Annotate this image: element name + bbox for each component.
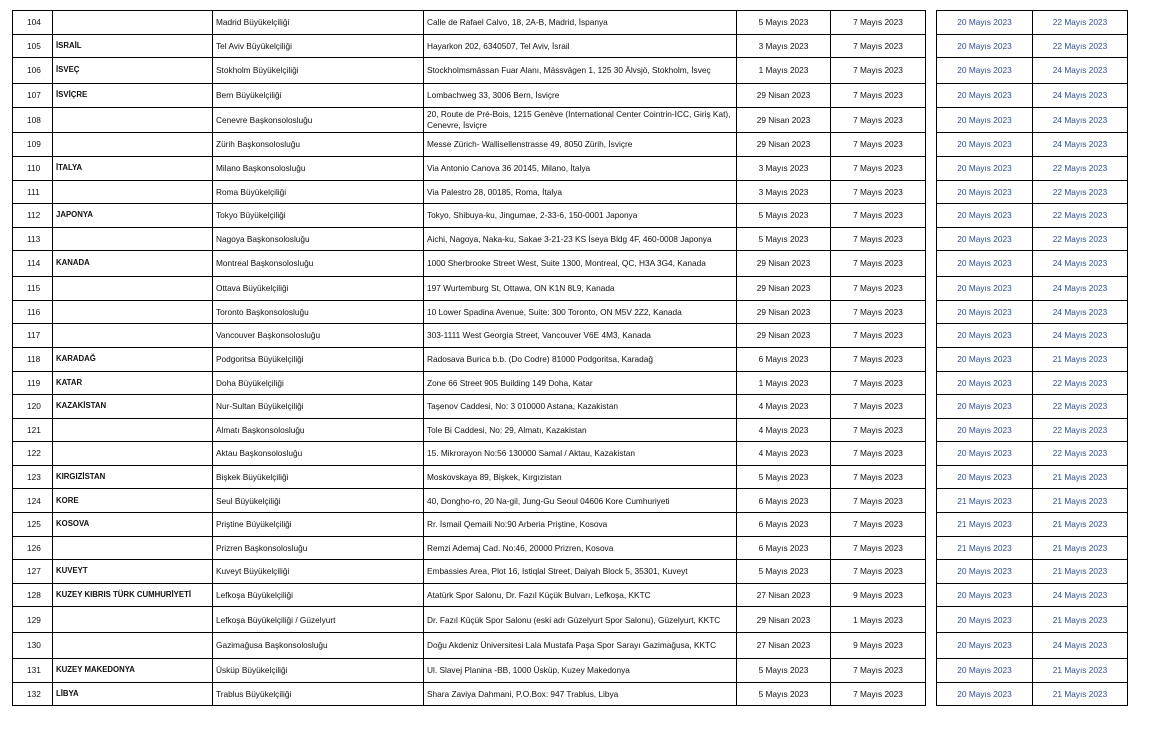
table-row <box>13 324 1128 348</box>
spacer-cell <box>926 659 937 683</box>
spacer-cell <box>926 560 937 584</box>
address-cell: Remzi Ademaj Cad. No:46, 20000 Prizren, Kosova <box>424 536 737 560</box>
address-cell: 303-1111 West Georgia Street, Vancouver V6E 4M3, Kanada <box>424 324 737 348</box>
address-cell: Dr. Fazıl Küçük Spor Salonu (eski adı Güzelyurt Spor Salonu), Güzelyurt, KKTC <box>424 607 737 633</box>
country-name-cell: KUZEY MAKEDONYA <box>53 659 213 683</box>
table-row <box>13 418 1128 442</box>
address-cell: Radosava Burica b.b. (Do Codre) 81000 Podgoritsa, Karadağ <box>424 347 737 371</box>
row-number-cell: 123 <box>13 465 53 489</box>
election-date-start-cell: 21 Mayıs 2023 <box>937 536 1033 560</box>
election-date-end-cell: 24 Mayıs 2023 <box>1033 324 1128 348</box>
table-row <box>13 465 1128 489</box>
row-number-cell: 115 <box>13 277 53 301</box>
row-number-cell: 132 <box>13 682 53 706</box>
mission-name-cell: Gazimağusa Başkonsolosluğu <box>213 633 424 659</box>
election-date-start-cell: 20 Mayıs 2023 <box>937 156 1033 180</box>
election-date-start-cell: 20 Mayıs 2023 <box>937 682 1033 706</box>
table-row <box>13 395 1128 419</box>
table-row <box>13 513 1128 537</box>
spacer-cell <box>926 583 937 607</box>
table-row <box>13 659 1128 683</box>
mission-name-cell: Aktau Başkonsolosluğu <box>213 442 424 466</box>
spacer-cell <box>926 83 937 107</box>
election-date-end-cell: 22 Mayıs 2023 <box>1033 227 1128 251</box>
country-name-cell <box>53 180 213 204</box>
table-row <box>13 107 1128 133</box>
mission-name-cell: Montreal Başkonsolosluğu <box>213 251 424 277</box>
consulate-schedule-table-wrapper <box>12 10 1128 706</box>
spacer-cell <box>926 300 937 324</box>
table-row <box>13 607 1128 633</box>
mission-name-cell: Ottava Büyükelçiliği <box>213 277 424 301</box>
election-date-start-cell: 20 Mayıs 2023 <box>937 204 1033 228</box>
spacer-cell <box>926 371 937 395</box>
election-date-start-cell: 20 Mayıs 2023 <box>937 107 1033 133</box>
election-date-start-cell: 20 Mayıs 2023 <box>937 227 1033 251</box>
start-date-cell: 27 Nisan 2023 <box>737 633 831 659</box>
address-cell: Hayarkon 202, 6340507, Tel Aviv, İsrail <box>424 34 737 58</box>
spacer-cell <box>926 682 937 706</box>
row-number-cell: 131 <box>13 659 53 683</box>
country-name-cell <box>53 107 213 133</box>
row-number-cell: 113 <box>13 227 53 251</box>
spacer-cell <box>926 227 937 251</box>
row-number-cell: 114 <box>13 251 53 277</box>
spacer-cell <box>926 489 937 513</box>
row-number-cell: 109 <box>13 133 53 157</box>
election-date-start-cell: 20 Mayıs 2023 <box>937 180 1033 204</box>
mission-name-cell: Doha Büyükelçiliği <box>213 371 424 395</box>
mission-name-cell: Almatı Başkonsolosluğu <box>213 418 424 442</box>
address-cell: 1000 Sherbrooke Street West, Suite 1300, Montreal, QC, H3A 3G4, Kanada <box>424 251 737 277</box>
start-date-cell: 5 Mayıs 2023 <box>737 682 831 706</box>
row-number-cell: 129 <box>13 607 53 633</box>
start-date-cell: 5 Mayıs 2023 <box>737 560 831 584</box>
row-number-cell: 119 <box>13 371 53 395</box>
end-date-cell: 7 Mayıs 2023 <box>831 324 926 348</box>
row-number-cell: 122 <box>13 442 53 466</box>
mission-name-cell: Lefkoşa Büyükelçiliği <box>213 583 424 607</box>
election-date-start-cell: 20 Mayıs 2023 <box>937 58 1033 84</box>
row-number-cell: 128 <box>13 583 53 607</box>
country-name-cell: JAPONYA <box>53 204 213 228</box>
spacer-cell <box>926 180 937 204</box>
spacer-cell <box>926 607 937 633</box>
election-date-start-cell: 21 Mayıs 2023 <box>937 513 1033 537</box>
start-date-cell: 29 Nisan 2023 <box>737 133 831 157</box>
row-number-cell: 116 <box>13 300 53 324</box>
start-date-cell: 29 Nisan 2023 <box>737 107 831 133</box>
country-name-cell: KANADA <box>53 251 213 277</box>
mission-name-cell: Podgoritsa Büyükelçiliği <box>213 347 424 371</box>
start-date-cell: 5 Mayıs 2023 <box>737 659 831 683</box>
table-row <box>13 133 1128 157</box>
mission-name-cell: Nur-Sultan Büyükelçiliği <box>213 395 424 419</box>
country-name-cell <box>53 607 213 633</box>
spacer-cell <box>926 442 937 466</box>
end-date-cell: 7 Mayıs 2023 <box>831 83 926 107</box>
election-date-end-cell: 22 Mayıs 2023 <box>1033 395 1128 419</box>
row-number-cell: 107 <box>13 83 53 107</box>
election-date-end-cell: 21 Mayıs 2023 <box>1033 659 1128 683</box>
consulate-schedule-table <box>12 10 1128 706</box>
election-date-start-cell: 20 Mayıs 2023 <box>937 324 1033 348</box>
end-date-cell: 7 Mayıs 2023 <box>831 418 926 442</box>
mission-name-cell: Cenevre Başkonsolosluğu <box>213 107 424 133</box>
country-name-cell: KATAR <box>53 371 213 395</box>
address-cell: Stockholmsmässan Fuar Alanı, Mässvägen 1, 125 30 Älvsjö, Stokholm, İsveç <box>424 58 737 84</box>
table-row <box>13 227 1128 251</box>
start-date-cell: 4 Mayıs 2023 <box>737 395 831 419</box>
spacer-cell <box>926 133 937 157</box>
country-name-cell <box>53 324 213 348</box>
election-date-end-cell: 24 Mayıs 2023 <box>1033 583 1128 607</box>
end-date-cell: 7 Mayıs 2023 <box>831 682 926 706</box>
mission-name-cell: Prizren Başkonsolosluğu <box>213 536 424 560</box>
country-name-cell <box>53 133 213 157</box>
country-name-cell <box>53 633 213 659</box>
country-name-cell: KORE <box>53 489 213 513</box>
table-row <box>13 300 1128 324</box>
election-date-start-cell: 20 Mayıs 2023 <box>937 633 1033 659</box>
end-date-cell: 7 Mayıs 2023 <box>831 659 926 683</box>
mission-name-cell: Zürih Başkonsolosluğu <box>213 133 424 157</box>
country-name-cell: KIRGIZİSTAN <box>53 465 213 489</box>
start-date-cell: 1 Mayıs 2023 <box>737 371 831 395</box>
mission-name-cell: Stokholm Büyükelçiliği <box>213 58 424 84</box>
address-cell: 20, Route de Pré-Bois, 1215 Genève (International Center Cointrin-ICC, Giriş Kat), Cenevre, İsviçre <box>424 107 737 133</box>
election-date-end-cell: 24 Mayıs 2023 <box>1033 633 1128 659</box>
country-name-cell <box>53 418 213 442</box>
spacer-cell <box>926 513 937 537</box>
start-date-cell: 29 Nisan 2023 <box>737 607 831 633</box>
election-date-start-cell: 20 Mayıs 2023 <box>937 11 1033 35</box>
end-date-cell: 7 Mayıs 2023 <box>831 300 926 324</box>
election-date-end-cell: 24 Mayıs 2023 <box>1033 133 1128 157</box>
table-row <box>13 277 1128 301</box>
country-name-cell <box>53 300 213 324</box>
row-number-cell: 106 <box>13 58 53 84</box>
table-row <box>13 560 1128 584</box>
row-number-cell: 105 <box>13 34 53 58</box>
election-date-end-cell: 24 Mayıs 2023 <box>1033 83 1128 107</box>
spacer-cell <box>926 536 937 560</box>
address-cell: Aichi, Nagoya, Naka-ku, Sakae 3-21-23 KS İseya Bldg 4F, 460-0008 Japonya <box>424 227 737 251</box>
address-cell: Embassies Area, Plot 16, Istiqlal Street, Daiyah Block 5, 35301, Kuveyt <box>424 560 737 584</box>
mission-name-cell: Tokyo Büyükelçiliği <box>213 204 424 228</box>
table-row <box>13 156 1128 180</box>
mission-name-cell: Üsküp Büyükelçiliği <box>213 659 424 683</box>
country-name-cell <box>53 227 213 251</box>
country-name-cell: KAZAKİSTAN <box>53 395 213 419</box>
election-date-end-cell: 22 Mayıs 2023 <box>1033 204 1128 228</box>
table-row <box>13 34 1128 58</box>
address-cell: Doğu Akdeniz Üniversitesi Lala Mustafa Paşa Spor Sarayı Gazimağusa, KKTC <box>424 633 737 659</box>
start-date-cell: 29 Nisan 2023 <box>737 277 831 301</box>
spacer-cell <box>926 251 937 277</box>
end-date-cell: 7 Mayıs 2023 <box>831 371 926 395</box>
row-number-cell: 117 <box>13 324 53 348</box>
country-name-cell: LİBYA <box>53 682 213 706</box>
mission-name-cell: Priştine Büyükelçiliği <box>213 513 424 537</box>
mission-name-cell: Kuveyt Büyükelçiliği <box>213 560 424 584</box>
election-date-end-cell: 22 Mayıs 2023 <box>1033 418 1128 442</box>
address-cell: Shara Zaviya Dahmani, P.O.Box: 947 Trablus, Libya <box>424 682 737 706</box>
start-date-cell: 4 Mayıs 2023 <box>737 418 831 442</box>
address-cell: Zone 66 Street 905 Building 149 Doha, Katar <box>424 371 737 395</box>
start-date-cell: 3 Mayıs 2023 <box>737 34 831 58</box>
table-row <box>13 204 1128 228</box>
start-date-cell: 5 Mayıs 2023 <box>737 204 831 228</box>
election-date-start-cell: 21 Mayıs 2023 <box>937 489 1033 513</box>
table-row <box>13 536 1128 560</box>
election-date-start-cell: 20 Mayıs 2023 <box>937 418 1033 442</box>
end-date-cell: 7 Mayıs 2023 <box>831 58 926 84</box>
election-date-end-cell: 22 Mayıs 2023 <box>1033 371 1128 395</box>
start-date-cell: 6 Mayıs 2023 <box>737 536 831 560</box>
end-date-cell: 7 Mayıs 2023 <box>831 536 926 560</box>
table-row <box>13 489 1128 513</box>
row-number-cell: 124 <box>13 489 53 513</box>
start-date-cell: 6 Mayıs 2023 <box>737 347 831 371</box>
start-date-cell: 27 Nisan 2023 <box>737 583 831 607</box>
start-date-cell: 3 Mayıs 2023 <box>737 180 831 204</box>
election-date-start-cell: 20 Mayıs 2023 <box>937 560 1033 584</box>
start-date-cell: 1 Mayıs 2023 <box>737 58 831 84</box>
mission-name-cell: Roma Büyükelçiliği <box>213 180 424 204</box>
start-date-cell: 29 Nisan 2023 <box>737 251 831 277</box>
table-row <box>13 682 1128 706</box>
election-date-start-cell: 20 Mayıs 2023 <box>937 395 1033 419</box>
mission-name-cell: Lefkoşa Büyükelçiliği / Güzelyurt <box>213 607 424 633</box>
table-row <box>13 251 1128 277</box>
election-date-end-cell: 24 Mayıs 2023 <box>1033 251 1128 277</box>
end-date-cell: 7 Mayıs 2023 <box>831 107 926 133</box>
table-row <box>13 83 1128 107</box>
spacer-cell <box>926 418 937 442</box>
row-number-cell: 126 <box>13 536 53 560</box>
election-date-end-cell: 21 Mayıs 2023 <box>1033 513 1128 537</box>
end-date-cell: 7 Mayıs 2023 <box>831 11 926 35</box>
election-date-start-cell: 20 Mayıs 2023 <box>937 659 1033 683</box>
address-cell: Rr. İsmail Qemaili No:90 Arberia Priştine, Kosova <box>424 513 737 537</box>
table-row <box>13 180 1128 204</box>
election-date-start-cell: 20 Mayıs 2023 <box>937 277 1033 301</box>
election-date-start-cell: 20 Mayıs 2023 <box>937 347 1033 371</box>
election-date-end-cell: 21 Mayıs 2023 <box>1033 536 1128 560</box>
spacer-cell <box>926 395 937 419</box>
mission-name-cell: Milano Başkonsolosluğu <box>213 156 424 180</box>
end-date-cell: 7 Mayıs 2023 <box>831 180 926 204</box>
table-row <box>13 58 1128 84</box>
end-date-cell: 7 Mayıs 2023 <box>831 204 926 228</box>
address-cell: Atatürk Spor Salonu, Dr. Fazıl Küçük Bulvarı, Lefkoşa, KKTC <box>424 583 737 607</box>
spacer-cell <box>926 107 937 133</box>
start-date-cell: 5 Mayıs 2023 <box>737 227 831 251</box>
election-date-end-cell: 22 Mayıs 2023 <box>1033 180 1128 204</box>
address-cell: Via Palestro 28, 00185, Roma, İtalya <box>424 180 737 204</box>
country-name-cell: KARADAĞ <box>53 347 213 371</box>
row-number-cell: 112 <box>13 204 53 228</box>
spacer-cell <box>926 204 937 228</box>
row-number-cell: 104 <box>13 11 53 35</box>
election-date-end-cell: 21 Mayıs 2023 <box>1033 560 1128 584</box>
mission-name-cell: Seul Büyükelçiliği <box>213 489 424 513</box>
address-cell: 15. Mikrorayon No:56 130000 Samal / Aktau, Kazakistan <box>424 442 737 466</box>
mission-name-cell: Nagoya Başkonsolosluğu <box>213 227 424 251</box>
election-date-start-cell: 20 Mayıs 2023 <box>937 251 1033 277</box>
spacer-cell <box>926 465 937 489</box>
country-name-cell: İSVEÇ <box>53 58 213 84</box>
spacer-cell <box>926 11 937 35</box>
election-date-end-cell: 24 Mayıs 2023 <box>1033 277 1128 301</box>
country-name-cell: İSRAİL <box>53 34 213 58</box>
spacer-cell <box>926 58 937 84</box>
address-cell: Taşenov Caddesi, No: 3 010000 Astana, Kazakistan <box>424 395 737 419</box>
election-date-end-cell: 22 Mayıs 2023 <box>1033 11 1128 35</box>
start-date-cell: 3 Mayıs 2023 <box>737 156 831 180</box>
country-name-cell: KOSOVA <box>53 513 213 537</box>
mission-name-cell: Bişkek Büyükelçiliği <box>213 465 424 489</box>
table-row <box>13 442 1128 466</box>
election-date-end-cell: 24 Mayıs 2023 <box>1033 300 1128 324</box>
end-date-cell: 7 Mayıs 2023 <box>831 465 926 489</box>
election-date-end-cell: 24 Mayıs 2023 <box>1033 58 1128 84</box>
table-row <box>13 633 1128 659</box>
mission-name-cell: Vancouver Başkonsolosluğu <box>213 324 424 348</box>
election-date-start-cell: 20 Mayıs 2023 <box>937 34 1033 58</box>
election-date-end-cell: 22 Mayıs 2023 <box>1033 442 1128 466</box>
address-cell: Messe Zürich- Wallisellenstrasse 49, 8050 Zürih, İsviçre <box>424 133 737 157</box>
end-date-cell: 7 Mayıs 2023 <box>831 442 926 466</box>
mission-name-cell: Trablus Büyükelçiliği <box>213 682 424 706</box>
end-date-cell: 7 Mayıs 2023 <box>831 133 926 157</box>
country-name-cell <box>53 442 213 466</box>
country-name-cell: İSVİÇRE <box>53 83 213 107</box>
row-number-cell: 111 <box>13 180 53 204</box>
spacer-cell <box>926 633 937 659</box>
table-row <box>13 347 1128 371</box>
election-date-end-cell: 22 Mayıs 2023 <box>1033 156 1128 180</box>
election-date-start-cell: 20 Mayıs 2023 <box>937 607 1033 633</box>
row-number-cell: 125 <box>13 513 53 537</box>
address-cell: Via Antonio Canova 36 20145, Milano, İtalya <box>424 156 737 180</box>
election-date-end-cell: 24 Mayıs 2023 <box>1033 107 1128 133</box>
address-cell: 10 Lower Spadina Avenue, Suite: 300 Toronto, ON M5V 2Z2, Kanada <box>424 300 737 324</box>
address-cell: Moskovskaya 89, Bişkek, Kırgızistan <box>424 465 737 489</box>
table-row <box>13 583 1128 607</box>
address-cell: Tole Bi Caddesi, No: 29, Almatı, Kazakistan <box>424 418 737 442</box>
mission-name-cell: Bern Büyükelçiliği <box>213 83 424 107</box>
election-date-end-cell: 22 Mayıs 2023 <box>1033 34 1128 58</box>
end-date-cell: 1 Mayıs 2023 <box>831 607 926 633</box>
table-row <box>13 11 1128 35</box>
election-date-end-cell: 21 Mayıs 2023 <box>1033 465 1128 489</box>
election-date-end-cell: 21 Mayıs 2023 <box>1033 489 1128 513</box>
election-date-start-cell: 20 Mayıs 2023 <box>937 371 1033 395</box>
mission-name-cell: Madrid Büyükelçiliği <box>213 11 424 35</box>
start-date-cell: 29 Nisan 2023 <box>737 300 831 324</box>
election-date-start-cell: 20 Mayıs 2023 <box>937 300 1033 324</box>
end-date-cell: 7 Mayıs 2023 <box>831 34 926 58</box>
election-date-end-cell: 21 Mayıs 2023 <box>1033 682 1128 706</box>
end-date-cell: 7 Mayıs 2023 <box>831 513 926 537</box>
country-name-cell: KUVEYT <box>53 560 213 584</box>
start-date-cell: 5 Mayıs 2023 <box>737 465 831 489</box>
end-date-cell: 7 Mayıs 2023 <box>831 347 926 371</box>
election-date-end-cell: 21 Mayıs 2023 <box>1033 607 1128 633</box>
table-body <box>13 11 1128 706</box>
country-name-cell <box>53 11 213 35</box>
spacer-cell <box>926 277 937 301</box>
end-date-cell: 9 Mayıs 2023 <box>831 633 926 659</box>
address-cell: Calle de Rafael Calvo, 18, 2A-B, Madrid, İspanya <box>424 11 737 35</box>
start-date-cell: 4 Mayıs 2023 <box>737 442 831 466</box>
spacer-cell <box>926 34 937 58</box>
row-number-cell: 118 <box>13 347 53 371</box>
end-date-cell: 7 Mayıs 2023 <box>831 560 926 584</box>
row-number-cell: 121 <box>13 418 53 442</box>
country-name-cell <box>53 536 213 560</box>
start-date-cell: 6 Mayıs 2023 <box>737 513 831 537</box>
address-cell: Ul. Slavej Planina -BB, 1000 Üsküp, Kuzey Makedonya <box>424 659 737 683</box>
mission-name-cell: Toronto Başkonsolosluğu <box>213 300 424 324</box>
end-date-cell: 7 Mayıs 2023 <box>831 156 926 180</box>
country-name-cell: KUZEY KIBRIS TÜRK CUMHURİYETİ <box>53 583 213 607</box>
mission-name-cell: Tel Aviv Büyükelçiliği <box>213 34 424 58</box>
country-name-cell <box>53 277 213 301</box>
election-date-end-cell: 21 Mayıs 2023 <box>1033 347 1128 371</box>
row-number-cell: 120 <box>13 395 53 419</box>
row-number-cell: 130 <box>13 633 53 659</box>
row-number-cell: 108 <box>13 107 53 133</box>
election-date-start-cell: 20 Mayıs 2023 <box>937 83 1033 107</box>
spacer-cell <box>926 347 937 371</box>
address-cell: Lombachweg 33, 3006 Bern, İsviçre <box>424 83 737 107</box>
table-row <box>13 371 1128 395</box>
country-name-cell: İTALYA <box>53 156 213 180</box>
address-cell: 40, Dongho-ro, 20 Na-gil, Jung-Gu Seoul 04606 Kore Cumhuriyeti <box>424 489 737 513</box>
end-date-cell: 7 Mayıs 2023 <box>831 227 926 251</box>
start-date-cell: 29 Nisan 2023 <box>737 83 831 107</box>
spacer-cell <box>926 324 937 348</box>
end-date-cell: 7 Mayıs 2023 <box>831 251 926 277</box>
start-date-cell: 5 Mayıs 2023 <box>737 11 831 35</box>
election-date-start-cell: 20 Mayıs 2023 <box>937 465 1033 489</box>
start-date-cell: 29 Nisan 2023 <box>737 324 831 348</box>
end-date-cell: 7 Mayıs 2023 <box>831 395 926 419</box>
end-date-cell: 7 Mayıs 2023 <box>831 489 926 513</box>
election-date-start-cell: 20 Mayıs 2023 <box>937 583 1033 607</box>
end-date-cell: 9 Mayıs 2023 <box>831 583 926 607</box>
election-date-start-cell: 20 Mayıs 2023 <box>937 133 1033 157</box>
start-date-cell: 6 Mayıs 2023 <box>737 489 831 513</box>
election-date-start-cell: 20 Mayıs 2023 <box>937 442 1033 466</box>
address-cell: 197 Wurtemburg St, Ottawa, ON K1N 8L9, Kanada <box>424 277 737 301</box>
spacer-cell <box>926 156 937 180</box>
address-cell: Tokyo, Shibuya-ku, Jingumae, 2-33-6, 150-0001 Japonya <box>424 204 737 228</box>
row-number-cell: 127 <box>13 560 53 584</box>
row-number-cell: 110 <box>13 156 53 180</box>
end-date-cell: 7 Mayıs 2023 <box>831 277 926 301</box>
